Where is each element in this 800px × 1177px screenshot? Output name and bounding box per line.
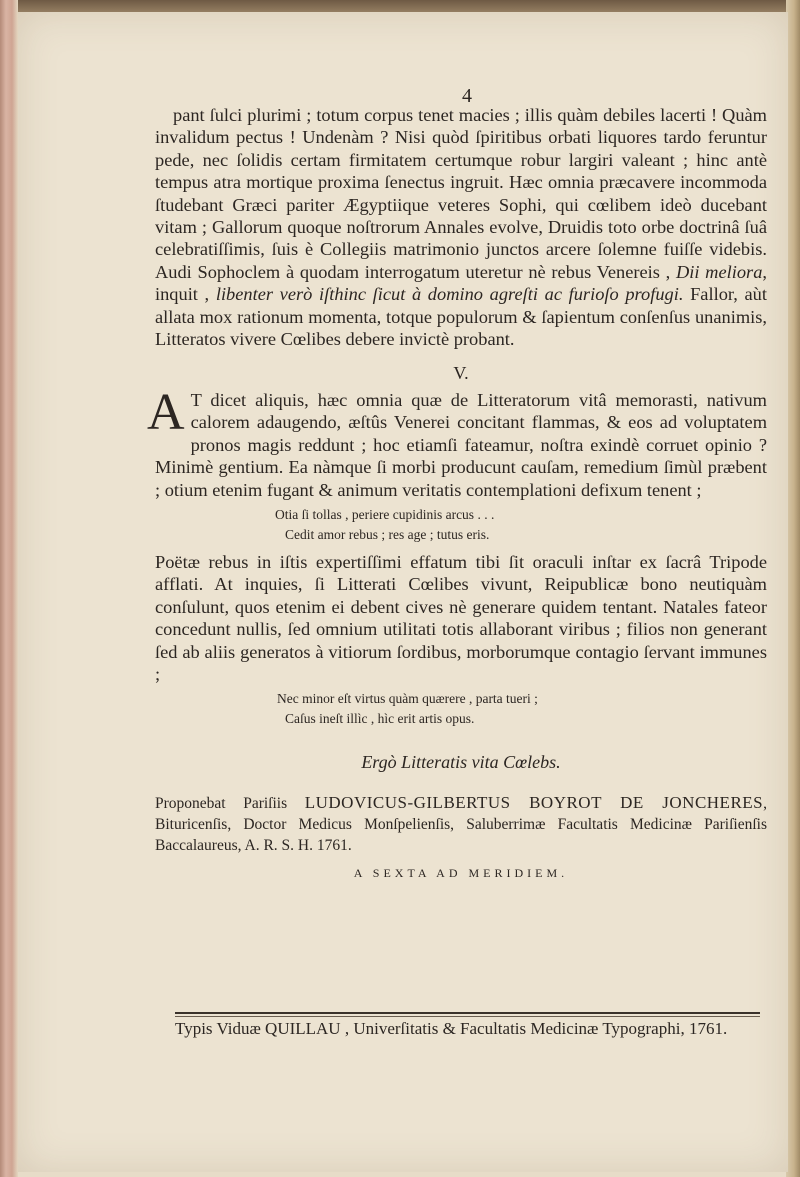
paragraph-1-text: pant ſulci plurimi ; totum corpus tenet macies ; illis quàm debiles lacerti ! Quàm invalidum pectus ! Undenàm ? Nisi quòd ſpiritibus orbati liquores tardo feruntur pede, nec ſolidis certam firmitatem certumque robur largiri valeant ; hinc antè tempus atra mortique proxima ſenectus ingruit. Hæc omnia præcavere incommoda ſtudebant Græci pariter Ægyptiique veteres Sophi, qui cœlibem ideò ducebant vitam ; Gallorum quoque noſtrorum Annales evolve, Druidis toto orbe doctrinâ ſuâ celebratiſſimis, ſuis è Collegiis matrimonio junctos arcere ſolemne fuiſſe videbis. Audi Sophoclem à quodam interrogatum uteretur nè rebus Venereis , bbox=[155, 105, 767, 282]
left-book-edge bbox=[0, 0, 18, 1177]
conclusion: Ergò Litteratis vita Cœlebs. bbox=[361, 752, 561, 773]
horizontal-rule-thin bbox=[175, 1016, 760, 1017]
paragraph-3: Poëtæ rebus in iſtis expertiſſimi effatum tibi ſit oraculi inſtar ex ſacrâ Tripode afflati. At inquies, ſi Litterati Cœlibes vivunt, Reipublicæ bono neutiquàm conſulunt, quos etenim ei debent cives nè generare quidem tentant. Natales fateor concedunt nullis, ſed omnium utilitati totis allaborant viribus ; filios non generant ſed ab aliis generatos à vitiorum ſordibus, morborumque contagio ſervant immunes ; bbox=[155, 551, 767, 684]
paragraph-1-inquit: , inquit , bbox=[155, 261, 767, 305]
paragraph-1 bbox=[155, 104, 767, 350]
paragraph-1-end: Fallor, aùt allata mox rationum momenta, totque populorum & ſapientum conſenſus unanimis, Litteratos vivere Cœlibes debere invictè probant. bbox=[155, 284, 767, 350]
verse-1 bbox=[155, 505, 767, 545]
proponebat-details: , Bituricenſis, Doctor Medicus Monſpelienſis, Saluberrimæ Facultatis Medicinæ Pariſienſis Baccalaureus, A. R. S. H. 1761. bbox=[155, 794, 767, 854]
verse-1-line-2: Cedit amor rebus ; res age ; tutus eris. bbox=[285, 526, 490, 542]
candidate-name: LUDOVICUS-GILBERTUS BOYROT DE JONCHERES bbox=[304, 792, 764, 812]
horizontal-rule bbox=[175, 1012, 760, 1014]
section-heading: V. bbox=[453, 363, 469, 384]
verse-2-line-1: Nec minor eſt virtus quàm quærere , parta tueri ; bbox=[277, 691, 538, 707]
paragraph-1-quote-1: Dii meliora bbox=[675, 261, 763, 282]
proponebat-prefix: Proponebat Pariſiis bbox=[155, 794, 288, 812]
verse-2 bbox=[155, 689, 767, 729]
drop-cap: A bbox=[147, 383, 185, 441]
verse-1-line-1: Otia ſi tollas , periere cupidinis arcus . . . bbox=[275, 506, 495, 522]
page-number: 4 bbox=[462, 85, 472, 107]
right-book-edge bbox=[786, 0, 800, 1177]
hour-line: A SEXTA AD MERIDIEM. bbox=[353, 865, 569, 880]
printer-imprint: Typis Viduæ QUILLAU , Univerſitatis & Facultatis Medicinæ Typographi, 1761. bbox=[175, 1019, 728, 1038]
paragraph-2-text: T dicet aliquis, hæc omnia quæ de Litteratorum vitâ memorasti, nativum calorem adaugendo, æſtûs Venerei concitant flammas, & eos ad voluptatem pronos magis reddunt ; hoc etiamſi fateamur, noſtra exindè corruet opinio ? Minimè gentium. Ea nàmque ſi morbi producunt cauſam, remedium ſimùl præbent ; otium etenim fugant & animum veritatis contemplationi defixum tenent ; bbox=[155, 389, 767, 500]
proponebat-block bbox=[155, 792, 767, 856]
paragraph-1-quote-2: libenter verò iſthinc ſicut à domino agreſti ac furioſo profugi. bbox=[215, 284, 684, 305]
paragraph-2 bbox=[147, 383, 767, 501]
main-text bbox=[147, 82, 767, 884]
verse-2-line-2: Caſus ineſt illìc , hìc erit artis opus. bbox=[285, 711, 475, 727]
